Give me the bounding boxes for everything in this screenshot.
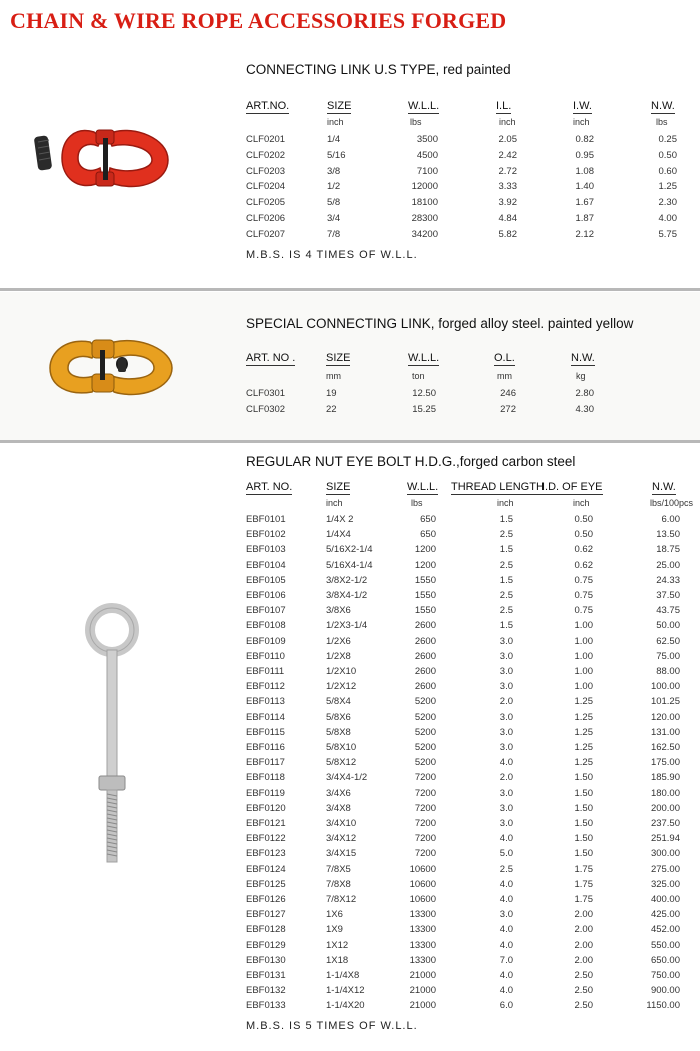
table-cell: 1-1/4X20 bbox=[326, 1000, 365, 1012]
column-header: N.W. bbox=[651, 100, 675, 112]
table-cell: 28300 bbox=[411, 213, 438, 224]
table-cell: 2.00 bbox=[574, 909, 593, 921]
table-cell: 237.50 bbox=[650, 818, 680, 829]
table-cell: EBF0133 bbox=[246, 1000, 286, 1012]
table-cell: 1.5 bbox=[499, 574, 513, 586]
table-cell: 2.00 bbox=[574, 939, 593, 951]
table-cell: 88.00 bbox=[656, 666, 680, 677]
table-cell: 3/8 bbox=[327, 165, 341, 177]
table-cell: 1/2X10 bbox=[326, 666, 357, 677]
table-cell: 1.67 bbox=[575, 197, 594, 209]
table-cell: 4.0 bbox=[499, 924, 513, 936]
table-cell: EBF0122 bbox=[246, 833, 286, 845]
table-cell: EBF0114 bbox=[246, 711, 285, 723]
table-cell: EBF0108 bbox=[246, 620, 286, 632]
table-cell: 6.00 bbox=[661, 514, 680, 525]
table-cell: 3/4X12 bbox=[326, 833, 357, 845]
table-cell: 1.25 bbox=[574, 757, 593, 769]
table-cell: 3500 bbox=[416, 134, 438, 145]
table-cell: 2600 bbox=[414, 635, 436, 647]
table-cell: 5/8X12 bbox=[326, 757, 357, 769]
table-cell: 1/4 bbox=[327, 134, 341, 145]
table-cell: 0.95 bbox=[575, 149, 594, 161]
table-cell: 1.00 bbox=[574, 650, 593, 662]
table-cell: 131.00 bbox=[650, 726, 680, 738]
table-cell: 1200 bbox=[414, 559, 436, 571]
table-cell: 5/8X8 bbox=[326, 726, 351, 738]
table-cell: 7200 bbox=[414, 802, 436, 814]
column-header: SIZE bbox=[326, 481, 351, 493]
table-cell: 750.00 bbox=[650, 970, 680, 981]
table-cell: CLF0202 bbox=[246, 149, 286, 161]
table-cell: EBF0102 bbox=[246, 529, 286, 541]
table-cell: 34200 bbox=[411, 228, 438, 240]
column-unit: inch bbox=[326, 498, 343, 508]
table-cell: 7/8X12 bbox=[326, 894, 357, 905]
table-cell: 550.00 bbox=[650, 939, 680, 951]
table-cell: CLF0301 bbox=[246, 388, 286, 399]
table-cell: 272 bbox=[500, 403, 516, 415]
table-cell: 1/2X3-1/4 bbox=[326, 620, 368, 632]
column-header: I.D. OF EYE bbox=[542, 481, 603, 493]
table-cell: 5200 bbox=[414, 726, 436, 738]
table-cell: 400.00 bbox=[650, 894, 680, 905]
table-cell: 3/4X4-1/2 bbox=[326, 772, 368, 784]
table-cell: 5/8X10 bbox=[326, 742, 357, 753]
table-cell: 1/4X 2 bbox=[326, 514, 354, 525]
column-header: O.L. bbox=[494, 352, 515, 364]
table-cell: 2.12 bbox=[575, 228, 594, 240]
table-cell: EBF0127 bbox=[246, 909, 286, 921]
table-cell: 3.0 bbox=[499, 726, 513, 738]
table-cell: EBF0113 bbox=[246, 696, 285, 708]
table-cell: 1.08 bbox=[575, 165, 594, 177]
column-header: W.L.L. bbox=[407, 481, 439, 493]
table-cell: 0.50 bbox=[574, 529, 593, 541]
table-cell: 650.00 bbox=[650, 954, 680, 966]
table-cell: 4.0 bbox=[499, 878, 513, 890]
table-cell: 10600 bbox=[409, 863, 436, 875]
table-cell: 1.25 bbox=[574, 726, 593, 738]
table-cell: EBF0131 bbox=[246, 970, 286, 981]
page-title: CHAIN & WIRE ROPE ACCESSORIES FORGED bbox=[10, 8, 507, 33]
table-cell: 1.75 bbox=[574, 894, 593, 905]
table-cell: 0.25 bbox=[658, 134, 677, 145]
table-cell: 1X18 bbox=[326, 954, 349, 966]
table-cell: 180.00 bbox=[650, 787, 680, 799]
table-cell: EBF0130 bbox=[246, 954, 286, 966]
table-cell: 162.50 bbox=[650, 742, 680, 753]
table-cell: 43.75 bbox=[656, 605, 680, 617]
table-cell: 1.50 bbox=[574, 833, 593, 845]
table-cell: 7200 bbox=[414, 818, 436, 829]
table-cell: 0.75 bbox=[574, 605, 593, 617]
table-cell: 13.50 bbox=[656, 529, 680, 541]
table-cell: 1.25 bbox=[574, 696, 593, 708]
table-cell: EBF0120 bbox=[246, 802, 286, 814]
table-cell: EBF0106 bbox=[246, 590, 286, 601]
table-cell: CLF0206 bbox=[246, 213, 286, 224]
table-cell: 0.62 bbox=[574, 544, 593, 556]
table-cell: 1X12 bbox=[326, 939, 349, 951]
table-cell: 900.00 bbox=[650, 985, 680, 997]
table-cell: EBF0107 bbox=[246, 605, 286, 617]
table-cell: CLF0207 bbox=[246, 228, 286, 240]
table-cell: 3.0 bbox=[499, 742, 513, 753]
table-cell: EBF0129 bbox=[246, 939, 286, 951]
table-cell: 13300 bbox=[409, 909, 436, 921]
table-cell: 1.50 bbox=[574, 802, 593, 814]
table-cell: 13300 bbox=[409, 954, 436, 966]
column-unit: lbs bbox=[410, 117, 422, 127]
column-header: THREAD LENGTH bbox=[451, 481, 544, 493]
table-cell: EBF0111 bbox=[246, 666, 285, 677]
table-cell: 5/8X4 bbox=[326, 696, 351, 708]
table-cell: 75.00 bbox=[656, 650, 680, 662]
table-cell: 13300 bbox=[409, 939, 436, 951]
table-cell: 12000 bbox=[411, 181, 438, 193]
table-cell: 18.75 bbox=[656, 544, 680, 556]
table-cell: 7200 bbox=[414, 787, 436, 799]
table-cell: 5/16X4-1/4 bbox=[326, 559, 373, 571]
table-cell: 3.0 bbox=[499, 711, 513, 723]
column-header: W.L.L. bbox=[408, 352, 440, 364]
mbs-note: M.B.S. IS 4 TIMES OF W.L.L. bbox=[246, 249, 418, 261]
table-cell: 300.00 bbox=[650, 848, 680, 860]
table-cell: 5200 bbox=[414, 711, 436, 723]
table-cell: 2.50 bbox=[574, 970, 593, 981]
table-cell: 3/8X6 bbox=[326, 605, 351, 617]
table-cell: 120.00 bbox=[650, 711, 680, 723]
table-cell: 10600 bbox=[409, 878, 436, 890]
table-cell: 2.5 bbox=[499, 863, 513, 875]
section-divider bbox=[0, 288, 700, 291]
table-cell: 1.40 bbox=[575, 181, 594, 193]
table-cell: 1.5 bbox=[499, 620, 513, 632]
column-unit: mm bbox=[326, 371, 341, 381]
table-cell: 1.75 bbox=[574, 863, 593, 875]
table-cell: EBF0119 bbox=[246, 787, 285, 799]
table-cell: 425.00 bbox=[650, 909, 680, 921]
table-cell: CLF0203 bbox=[246, 165, 286, 177]
table-cell: 3/4X15 bbox=[326, 848, 357, 860]
mbs-note: M.B.S. IS 5 TIMES OF W.L.L. bbox=[246, 1020, 418, 1032]
table-cell: CLF0204 bbox=[246, 181, 286, 193]
table-cell: 185.90 bbox=[650, 772, 680, 784]
table-cell: 2.72 bbox=[498, 165, 517, 177]
table-cell: 325.00 bbox=[650, 878, 680, 890]
table-cell: 2.5 bbox=[499, 529, 513, 541]
table-cell: 7/8X8 bbox=[326, 878, 351, 890]
table-cell: 2.30 bbox=[658, 197, 677, 209]
table-cell: 12.50 bbox=[412, 388, 436, 399]
table-cell: 1550 bbox=[414, 574, 436, 586]
table-cell: EBF0105 bbox=[246, 574, 286, 586]
table-cell: 25.00 bbox=[656, 559, 680, 571]
table-cell: 5/16 bbox=[327, 149, 346, 161]
column-header: SIZE bbox=[326, 352, 351, 364]
table-cell: 2.50 bbox=[574, 1000, 593, 1012]
column-unit: lbs bbox=[656, 117, 668, 127]
table-cell: 2600 bbox=[414, 620, 436, 632]
table-cell: 2600 bbox=[414, 650, 436, 662]
table-cell: EBF0124 bbox=[246, 863, 286, 875]
table-cell: 6.0 bbox=[499, 1000, 513, 1012]
column-unit: inch bbox=[573, 498, 590, 508]
table-cell: 5.82 bbox=[498, 228, 517, 240]
table-cell: 21000 bbox=[409, 985, 436, 997]
table-cell: 1.00 bbox=[574, 635, 593, 647]
table-cell: 246 bbox=[500, 388, 516, 399]
table-cell: 4.00 bbox=[658, 213, 677, 224]
red-connecting-link-image bbox=[34, 118, 174, 200]
table-cell: 7100 bbox=[416, 165, 438, 177]
table-cell: EBF0101 bbox=[246, 514, 286, 525]
table-cell: 19 bbox=[326, 388, 337, 399]
column-header: ART. NO. bbox=[246, 481, 293, 493]
table-cell: 7.0 bbox=[499, 954, 513, 966]
section-title: REGULAR NUT EYE BOLT H.D.G.,forged carbon steel bbox=[246, 454, 576, 469]
table-cell: 4.0 bbox=[499, 985, 513, 997]
table-cell: 650 bbox=[420, 529, 436, 541]
table-cell: CLF0302 bbox=[246, 403, 286, 415]
table-cell: EBF0128 bbox=[246, 924, 286, 936]
table-cell: CLF0205 bbox=[246, 197, 286, 209]
table-cell: 3.0 bbox=[499, 802, 513, 814]
column-header: W.L.L. bbox=[408, 100, 440, 112]
table-cell: 7/8 bbox=[327, 228, 341, 240]
table-cell: 1.50 bbox=[574, 787, 593, 799]
table-cell: 7200 bbox=[414, 833, 436, 845]
table-cell: 4.0 bbox=[499, 970, 513, 981]
table-cell: 24.33 bbox=[656, 574, 680, 586]
eye-bolt-image bbox=[80, 602, 144, 872]
column-header: SIZE bbox=[327, 100, 352, 112]
table-cell: 5200 bbox=[414, 757, 436, 769]
table-cell: EBF0110 bbox=[246, 650, 285, 662]
table-cell: 0.50 bbox=[574, 514, 593, 525]
table-cell: 4.30 bbox=[575, 403, 594, 415]
table-cell: 5.0 bbox=[499, 848, 513, 860]
table-cell: 1/2X6 bbox=[326, 635, 351, 647]
table-cell: 2.00 bbox=[574, 954, 593, 966]
table-cell: 0.75 bbox=[574, 574, 593, 586]
table-cell: 1.50 bbox=[574, 818, 593, 829]
table-cell: EBF0132 bbox=[246, 985, 286, 997]
section-divider bbox=[0, 440, 700, 443]
table-cell: 3.0 bbox=[499, 818, 513, 829]
table-cell: CLF0201 bbox=[246, 134, 286, 145]
table-cell: 5/8X6 bbox=[326, 711, 351, 723]
table-cell: EBF0118 bbox=[246, 772, 285, 784]
table-cell: 1.00 bbox=[574, 620, 593, 632]
table-cell: 1.5 bbox=[499, 544, 513, 556]
column-unit: inch bbox=[497, 498, 514, 508]
table-cell: 0.82 bbox=[575, 134, 594, 145]
yellow-connecting-link-image bbox=[36, 332, 176, 404]
table-cell: EBF0112 bbox=[246, 681, 285, 693]
table-cell: 2.5 bbox=[499, 559, 513, 571]
table-cell: 1.25 bbox=[574, 742, 593, 753]
column-header: N.W. bbox=[652, 481, 676, 493]
table-cell: 1550 bbox=[414, 605, 436, 617]
table-cell: 7/8X5 bbox=[326, 863, 351, 875]
table-cell: 0.60 bbox=[658, 165, 677, 177]
column-unit: mm bbox=[497, 371, 512, 381]
table-cell: EBF0115 bbox=[246, 726, 285, 738]
table-cell: 3/4X10 bbox=[326, 818, 357, 829]
column-unit: inch bbox=[499, 117, 516, 127]
table-cell: 1150.00 bbox=[646, 1000, 680, 1012]
table-cell: 251.94 bbox=[650, 833, 680, 845]
table-cell: 2.0 bbox=[499, 772, 513, 784]
section-eye-bolt bbox=[0, 444, 700, 1051]
table-cell: 3.92 bbox=[498, 197, 517, 209]
column-header: I.W. bbox=[573, 100, 592, 112]
table-cell: 3.0 bbox=[499, 635, 513, 647]
table-cell: 5200 bbox=[414, 696, 436, 708]
table-cell: EBF0117 bbox=[246, 757, 285, 769]
table-cell: 1.50 bbox=[574, 772, 593, 784]
table-cell: 175.00 bbox=[650, 757, 680, 769]
table-cell: 7200 bbox=[414, 772, 436, 784]
table-cell: 1.87 bbox=[575, 213, 594, 224]
table-cell: EBF0109 bbox=[246, 635, 286, 647]
table-cell: 1200 bbox=[414, 544, 436, 556]
table-cell: 4.0 bbox=[499, 757, 513, 769]
table-cell: EBF0121 bbox=[246, 818, 286, 829]
column-header: ART.NO. bbox=[246, 100, 290, 112]
column-unit: inch bbox=[327, 117, 344, 127]
table-cell: 1/2X12 bbox=[326, 681, 357, 693]
table-cell: EBF0126 bbox=[246, 894, 286, 905]
column-header: N.W. bbox=[571, 352, 595, 364]
table-cell: 1.25 bbox=[658, 181, 677, 193]
table-cell: 2.42 bbox=[498, 149, 517, 161]
table-cell: 1.00 bbox=[574, 666, 593, 677]
table-cell: 2.5 bbox=[499, 605, 513, 617]
table-cell: 3.0 bbox=[499, 666, 513, 677]
table-cell: 3/4X6 bbox=[326, 787, 351, 799]
table-cell: 200.00 bbox=[650, 802, 680, 814]
column-unit: kg bbox=[576, 371, 586, 381]
table-cell: 1X9 bbox=[326, 924, 343, 936]
table-cell: 1550 bbox=[414, 590, 436, 601]
table-cell: 2.0 bbox=[499, 696, 513, 708]
table-cell: 3.0 bbox=[499, 681, 513, 693]
column-header: I.L. bbox=[496, 100, 512, 112]
table-cell: 4500 bbox=[416, 149, 438, 161]
table-cell: 4.0 bbox=[499, 833, 513, 845]
table-cell: 2.50 bbox=[574, 985, 593, 997]
table-cell: 275.00 bbox=[650, 863, 680, 875]
table-cell: 100.00 bbox=[650, 681, 680, 693]
section-title: SPECIAL CONNECTING LINK, forged alloy steel. painted yellow bbox=[246, 316, 634, 331]
table-cell: 3/8X4-1/2 bbox=[326, 590, 368, 601]
table-cell: EBF0116 bbox=[246, 742, 285, 753]
section-connecting-link-us bbox=[0, 40, 700, 288]
table-cell: 4.0 bbox=[499, 894, 513, 905]
table-cell: 5/16X2-1/4 bbox=[326, 544, 373, 556]
column-unit: lbs/100pcs bbox=[650, 498, 694, 508]
table-cell: EBF0123 bbox=[246, 848, 286, 860]
table-cell: 650 bbox=[420, 514, 436, 525]
table-cell: 21000 bbox=[409, 970, 436, 981]
table-cell: 7200 bbox=[414, 848, 436, 860]
table-cell: 3.33 bbox=[498, 181, 517, 193]
table-cell: 1.75 bbox=[574, 878, 593, 890]
table-cell: 1/4X4 bbox=[326, 529, 351, 541]
table-cell: 2.5 bbox=[499, 590, 513, 601]
column-unit: ton bbox=[412, 371, 425, 381]
table-cell: 101.25 bbox=[650, 696, 680, 708]
column-unit: lbs bbox=[411, 498, 423, 508]
table-cell: 4.0 bbox=[499, 939, 513, 951]
table-cell: 22 bbox=[326, 403, 337, 415]
table-cell: 1.25 bbox=[574, 711, 593, 723]
table-cell: 4.84 bbox=[498, 213, 517, 224]
table-cell: 1-1/4X12 bbox=[326, 985, 365, 997]
table-cell: EBF0125 bbox=[246, 878, 286, 890]
table-cell: 1.50 bbox=[574, 848, 593, 860]
table-cell: 1-1/4X8 bbox=[326, 970, 360, 981]
table-cell: 62.50 bbox=[656, 635, 680, 647]
table-cell: 1X6 bbox=[326, 909, 343, 921]
column-unit: inch bbox=[573, 117, 590, 127]
table-cell: 2.00 bbox=[574, 924, 593, 936]
table-cell: 0.75 bbox=[574, 590, 593, 601]
table-cell: 2.80 bbox=[575, 388, 594, 399]
section-special-connecting-link bbox=[0, 292, 700, 440]
section-title: CONNECTING LINK U.S TYPE, red painted bbox=[246, 62, 511, 77]
table-cell: 3.0 bbox=[499, 650, 513, 662]
table-cell: 3.0 bbox=[499, 787, 513, 799]
table-cell: 5200 bbox=[414, 742, 436, 753]
column-header: ART. NO . bbox=[246, 352, 296, 364]
table-cell: 18100 bbox=[411, 197, 438, 209]
table-cell: 2.05 bbox=[498, 134, 517, 145]
table-cell: 15.25 bbox=[412, 403, 436, 415]
table-cell: 2600 bbox=[414, 666, 436, 677]
table-cell: 1.00 bbox=[574, 681, 593, 693]
table-cell: 37.50 bbox=[656, 590, 680, 601]
table-cell: 5.75 bbox=[658, 228, 677, 240]
table-cell: EBF0104 bbox=[246, 559, 286, 571]
table-cell: 3/4X8 bbox=[326, 802, 351, 814]
table-cell: 21000 bbox=[409, 1000, 436, 1012]
table-cell: 3.0 bbox=[499, 909, 513, 921]
table-cell: 5/8 bbox=[327, 197, 341, 209]
table-cell: 452.00 bbox=[650, 924, 680, 936]
table-cell: 3/4 bbox=[327, 213, 341, 224]
table-cell: 0.50 bbox=[658, 149, 677, 161]
table-cell: 1/2X8 bbox=[326, 650, 351, 662]
table-cell: 0.62 bbox=[574, 559, 593, 571]
table-cell: 3/8X2-1/2 bbox=[326, 574, 368, 586]
table-cell: 13300 bbox=[409, 924, 436, 936]
table-cell: 10600 bbox=[409, 894, 436, 905]
table-cell: 1.5 bbox=[499, 514, 513, 525]
table-cell: 2600 bbox=[414, 681, 436, 693]
table-cell: 1/2 bbox=[327, 181, 341, 193]
table-cell: EBF0103 bbox=[246, 544, 286, 556]
table-cell: 50.00 bbox=[656, 620, 680, 632]
